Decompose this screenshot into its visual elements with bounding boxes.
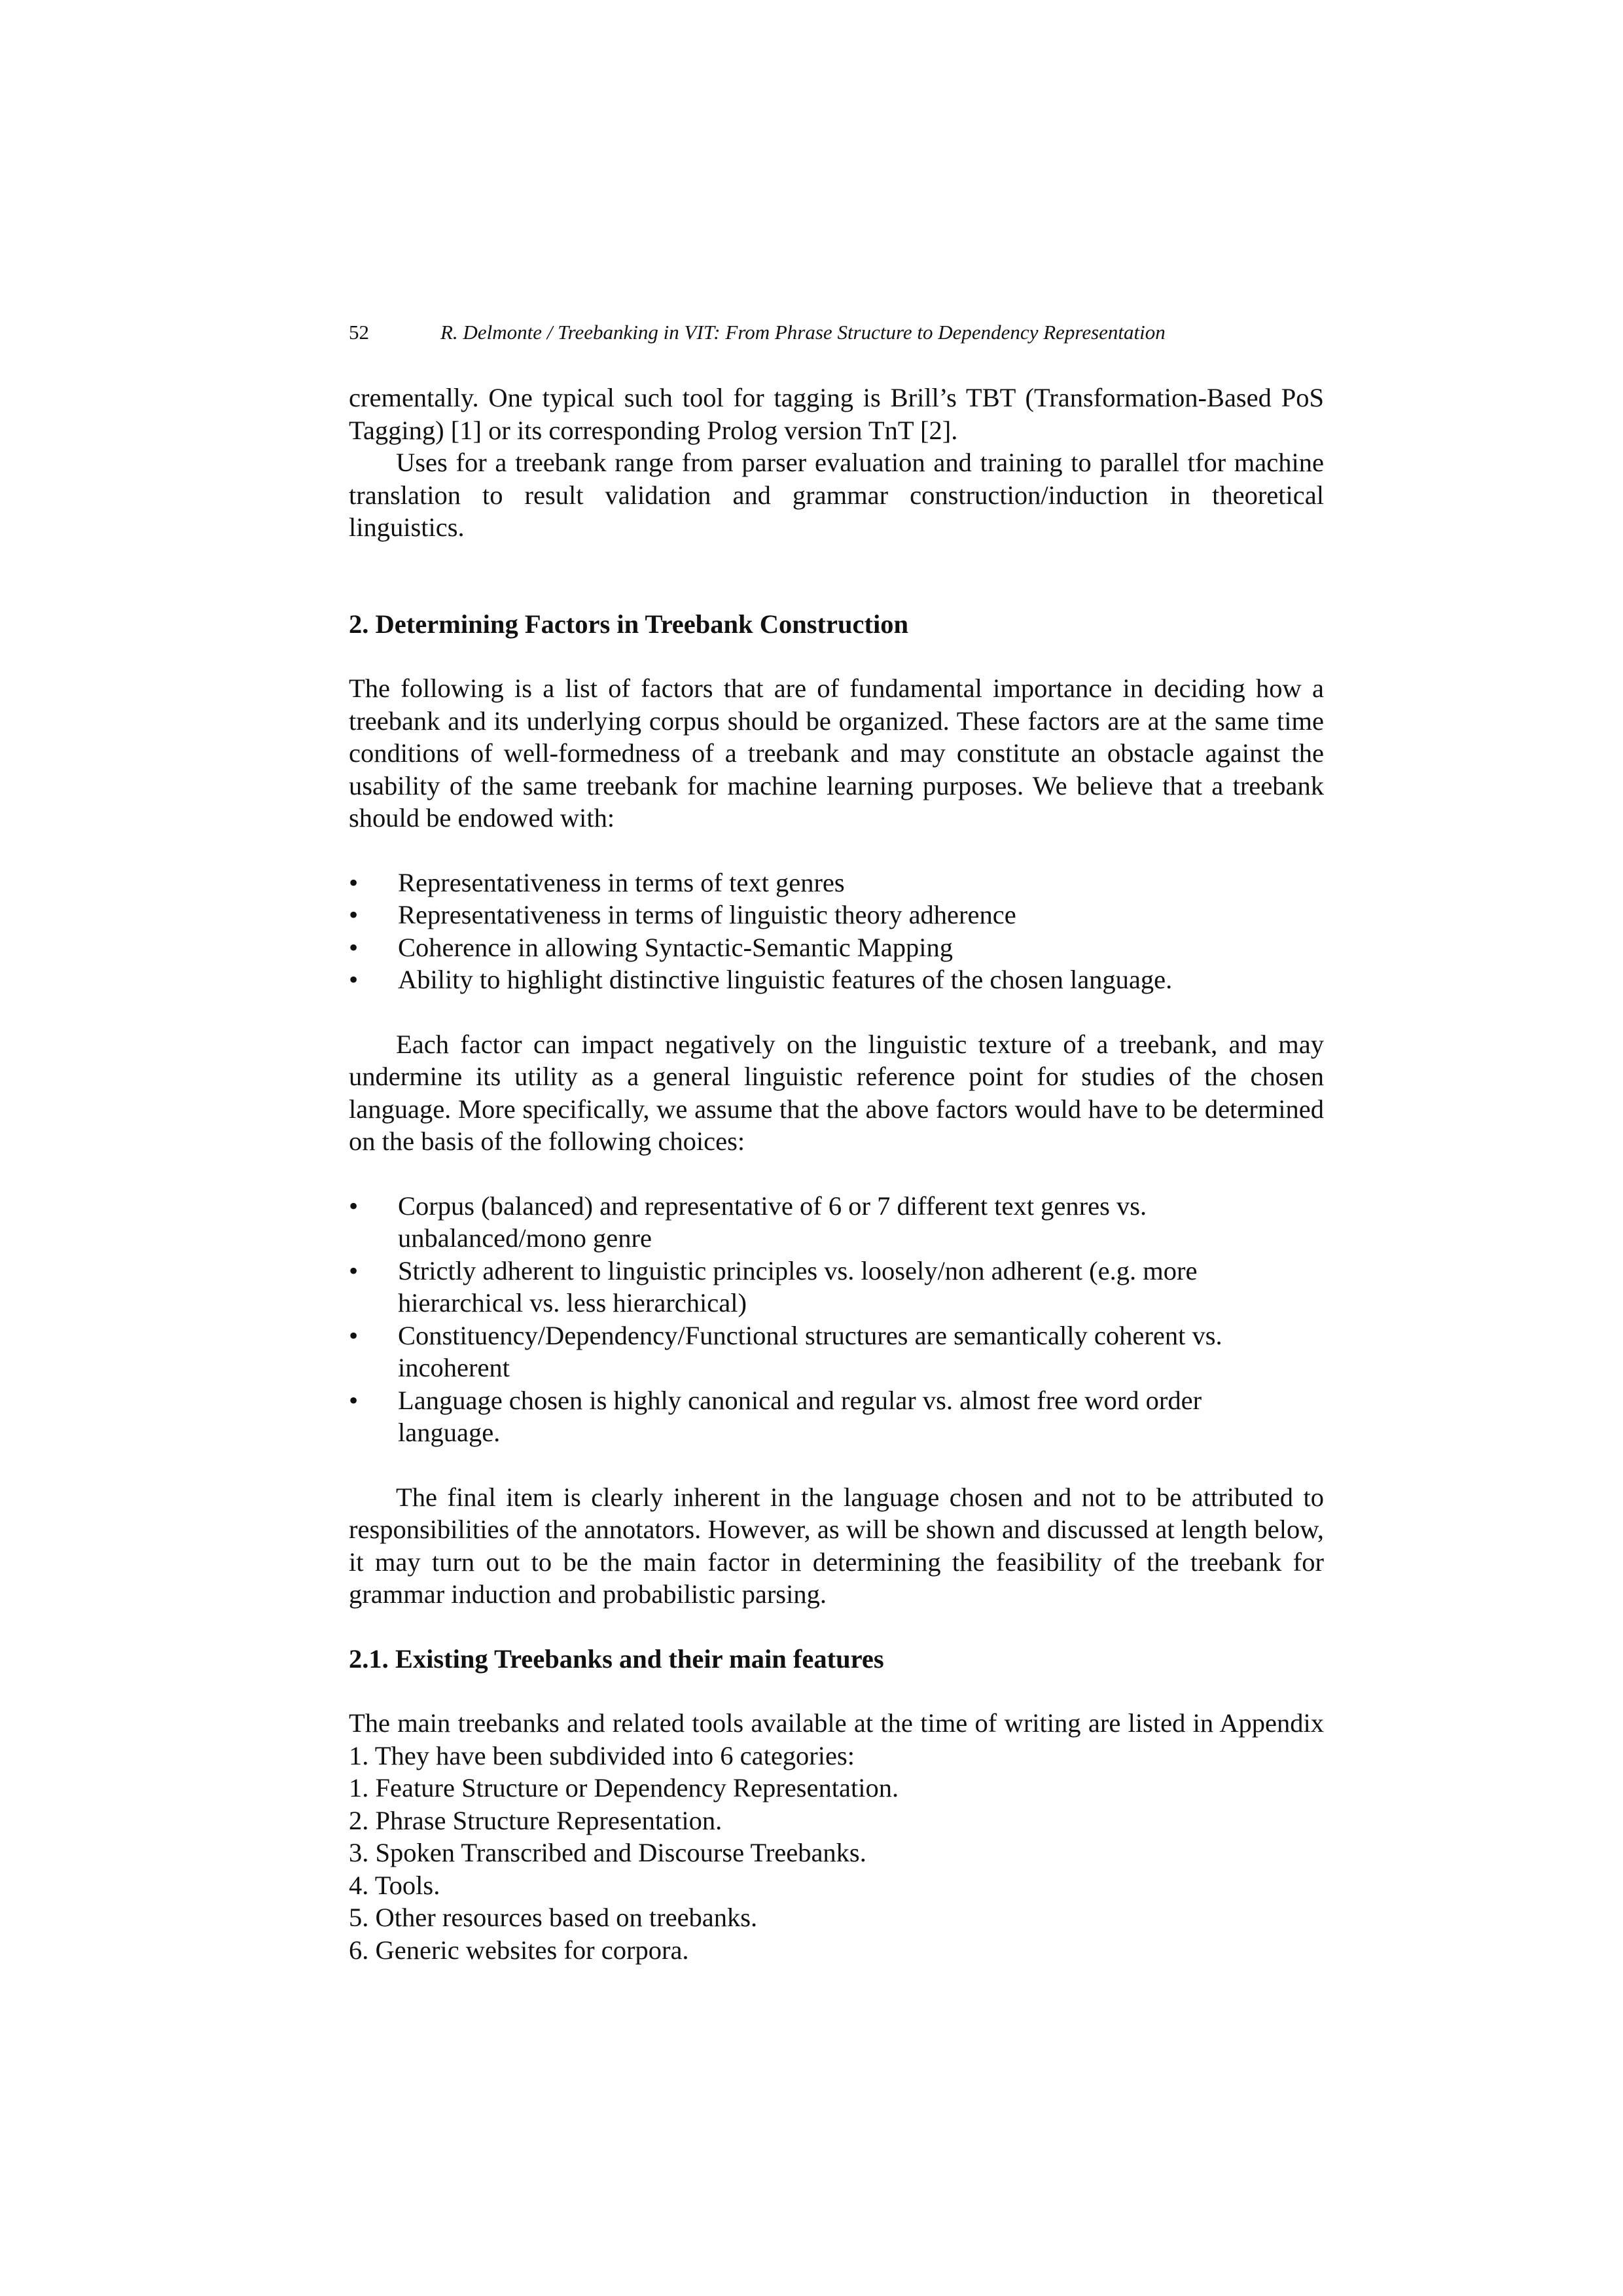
list-item: • Language chosen is highly canonical and regular vs. almost free word order language. bbox=[349, 1385, 1202, 1447]
list-item: 6. Generic websites for corpora. bbox=[349, 1935, 689, 1965]
bullet-icon: • bbox=[349, 867, 359, 897]
list-item: 2. Phrase Structure Representation. bbox=[349, 1805, 722, 1835]
bullet-icon: • bbox=[349, 1255, 359, 1285]
section-2-paragraph-2: Each factor can impact negatively on the linguistic texture of a treebank, and may undermine its utility as a general linguistic reference point for studies of the chosen language. More specifically, we assume that the above factors would have to be determined on the basis of the following choices: bbox=[349, 1029, 1324, 1156]
choices-list bbox=[349, 1190, 1324, 1449]
bullet-icon: • bbox=[349, 932, 359, 962]
list-item: • Corpus (balanced) and representative of 6 or 7 different text genres vs. unbalanced/mono genre bbox=[349, 1191, 1147, 1253]
section-2-paragraph-3: The final item is clearly inherent in the language chosen and not to be attributed to responsibilities of the annotators. However, as will be shown and discussed at length below, it may turn out to be the main factor in determining the feasibility of the treebank for grammar induction and probabilistic parsing. bbox=[349, 1482, 1324, 1609]
list-item: 1. Feature Structure or Dependency Representation. bbox=[349, 1773, 899, 1803]
page-body bbox=[349, 382, 1324, 1966]
bullet-icon: • bbox=[349, 1385, 359, 1415]
list-item: • Constituency/Dependency/Functional structures are semantically coherent vs. incoherent bbox=[349, 1320, 1222, 1382]
bullet-icon: • bbox=[349, 900, 359, 929]
factors-list bbox=[349, 867, 1324, 996]
section-2-heading: 2. Determining Factors in Treebank Construction bbox=[349, 609, 908, 639]
section-2-paragraph-1: The following is a list of factors that are of fundamental importance in deciding how a treebank and its underlying corpus should be organized. These factors are at the same time conditions of well-formedness of a treebank and may constitute an obstacle against the usability of the same treebank for machine learning purposes. We believe that a treebank should be endowed with: bbox=[349, 673, 1324, 833]
section-2-1-paragraph-1: The main treebanks and related tools available at the time of writing are listed in Appendix 1. They have been subdivided into 6 categories: bbox=[349, 1708, 1324, 1770]
bullet-icon: • bbox=[349, 1320, 359, 1350]
bullet-icon: • bbox=[349, 965, 359, 994]
running-header bbox=[349, 319, 1324, 346]
list-item: • Representativeness in terms of text genres bbox=[349, 867, 1324, 899]
categories-list bbox=[349, 1772, 1324, 1966]
list-item: • Ability to highlight distinctive linguistic features of the chosen language. bbox=[349, 963, 1324, 996]
intro-paragraph-2: Uses for a treebank range from parser evaluation and training to parallel tfor machine translation to result validation and grammar construction/induction in theoretical linguistics. bbox=[349, 448, 1324, 542]
list-item: 4. Tools. bbox=[349, 1870, 440, 1900]
bullet-icon: • bbox=[349, 1191, 359, 1221]
list-item: • Strictly adherent to linguistic principles vs. loosely/non adherent (e.g. more hierarchical vs. less hierarchical) bbox=[349, 1255, 1198, 1318]
list-item: • Coherence in allowing Syntactic-Semantic Mapping bbox=[349, 931, 1324, 964]
list-item: 5. Other resources based on treebanks. bbox=[349, 1903, 758, 1932]
running-title: R. Delmonte / Treebanking in VIT: From Phrase Structure to Dependency Representation bbox=[440, 321, 1166, 344]
list-item: 3. Spoken Transcribed and Discourse Treebanks. bbox=[349, 1838, 866, 1867]
page-number: 52 bbox=[349, 321, 369, 344]
intro-paragraph-1: crementally. One typical such tool for tagging is Brill’s TBT (Transformation-Based PoS Tagging) [1] or its corresponding Prolog version TnT [2]. bbox=[349, 383, 1324, 445]
section-2-1-heading: 2.1. Existing Treebanks and their main features bbox=[349, 1643, 884, 1674]
list-item: • Representativeness in terms of linguistic theory adherence bbox=[349, 899, 1324, 931]
